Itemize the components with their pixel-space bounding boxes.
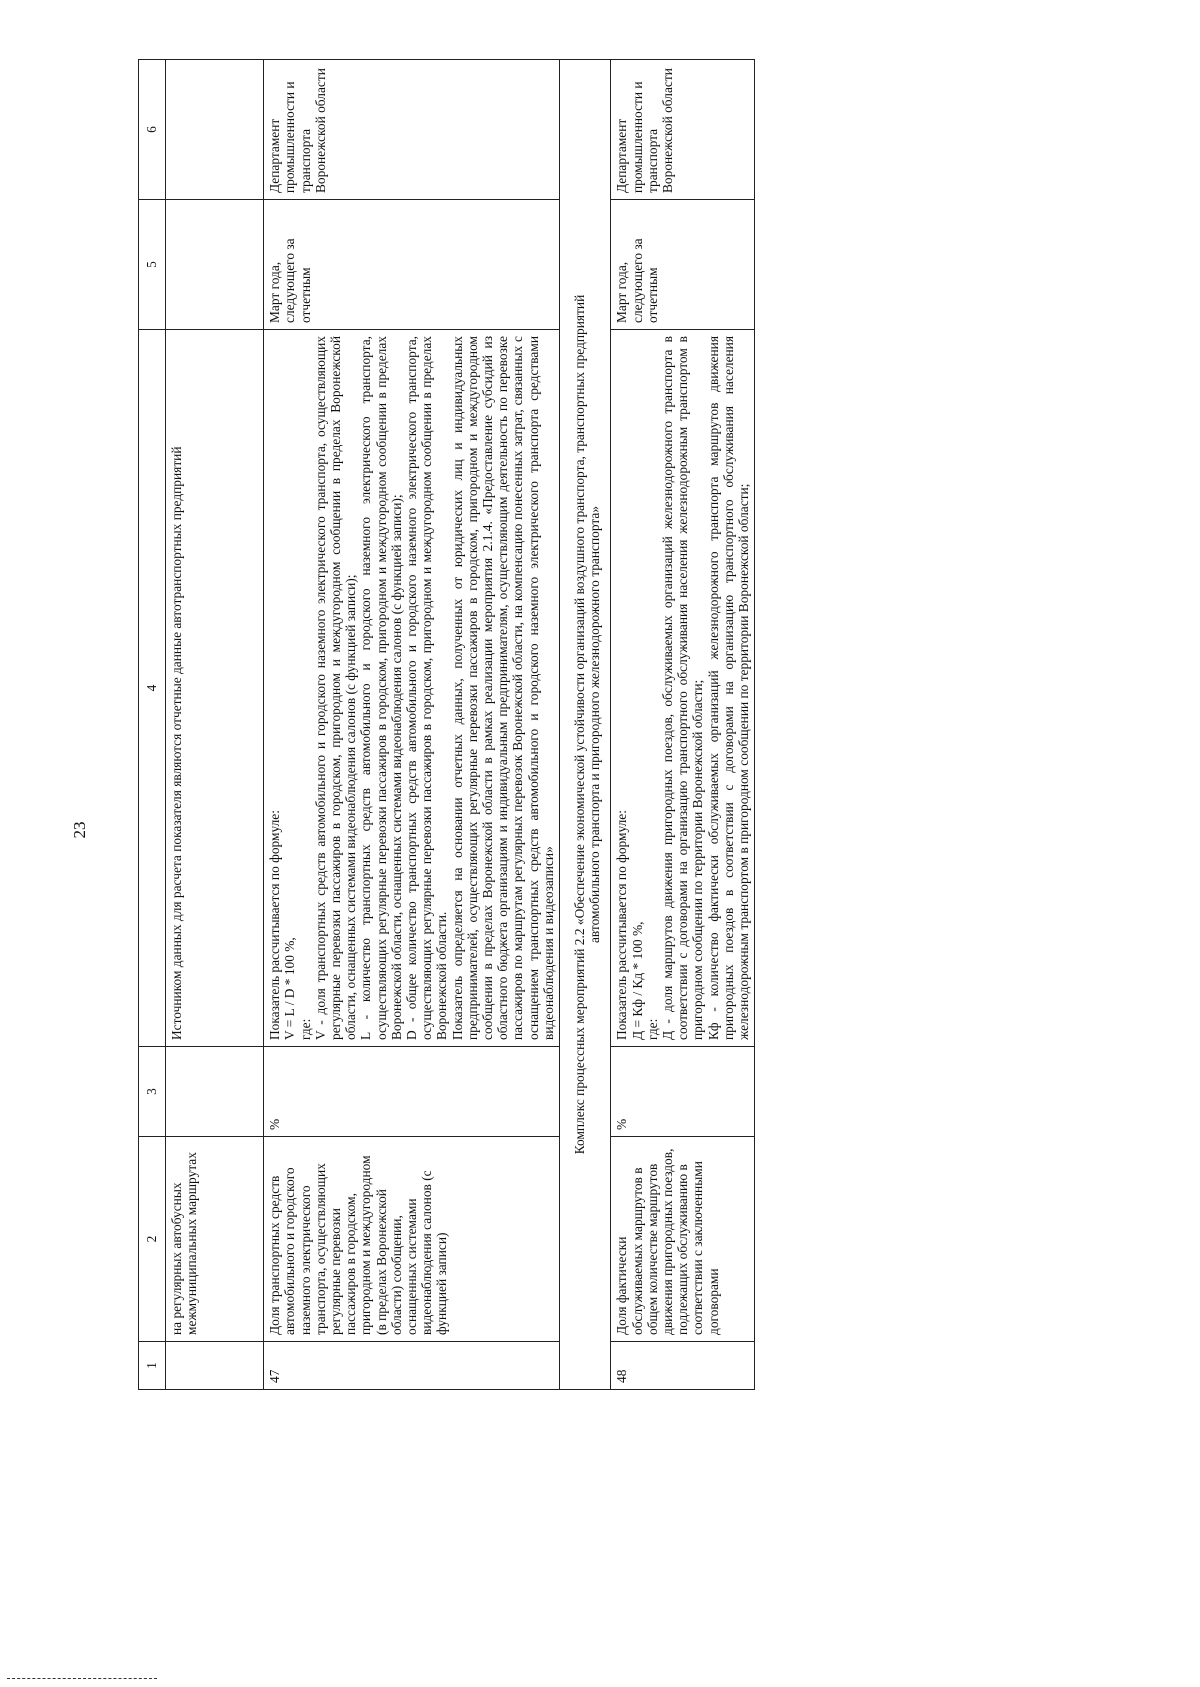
- cell-method: [264, 330, 560, 1047]
- table-row-48: [611, 60, 755, 1390]
- section-title: Комплекс процессных мероприятий 2.2 «Обеспечение экономической устойчивости организаций воздушного транспорта, транспортных предприятий автомобильного транспорта и пригородного железнодорожного транспорта»: [560, 60, 611, 1390]
- formula: Д = Кф / Кд * 100 %,: [629, 921, 645, 1040]
- rotated-table-container: [138, 60, 1200, 1390]
- cell-name: Доля фактически обслуживаемых маршрутов в общем количестве маршрутов движения пригородных поездов, подлежащих обслуживанию в соответствии с заключенными договорами: [611, 1137, 755, 1342]
- method-line: Показатель рассчитывается по формуле:: [267, 810, 283, 1040]
- cell-name: на регулярных автобусных межмуниципальных маршрутах: [166, 1137, 264, 1342]
- method-line: Кф - количество фактически обслуживаемых организаций железнодорожного транспорта маршрутов движения пригородных поездов в соответствии с договорами на организацию транспортного обслуживания населения железнодорожным транспортом в пригородном сообщении по территории Воронежской области;: [705, 336, 752, 1040]
- cell-num: 48: [611, 1342, 755, 1390]
- formula: V = L / D * 100 %,: [282, 937, 298, 1040]
- cell-method: [611, 330, 755, 1047]
- method-line: Д - доля маршрутов движения пригородных поездов, обслуживаемых организаций железнодорожного транспорта в соответствии с договорами на организацию транспортного обслуживания населения железнодорожным транспортом в пригородном сообщении по территории Воронежской области;: [660, 336, 706, 1040]
- method-line: где:: [644, 1018, 660, 1040]
- column-header: 2: [139, 1137, 166, 1342]
- cell-num: 47: [264, 1342, 560, 1390]
- cell-responsible: [166, 60, 264, 200]
- method-line: L - количество транспортных средств автомобильного и городского наземного электрического транспорта, осуществляющих регулярные перевозки пассажиров в городском, пригородном и междугородном сообщении в пределах Воронежской области, оснащенных системами видеонаблюдения салонов (с функцией записи);: [358, 336, 404, 1040]
- method-line: где:: [297, 1018, 313, 1040]
- table-row-47: [264, 60, 560, 1390]
- cell-name: Доля транспортных средств автомобильного и городского наземного электрического транспорта, осуществляющих регулярные перевозки пассажиров в городском, пригородном и междугородном (в пределах Воронежской области) сообщении, оснащенных системами видеонаблюдения салонов (с функцией записи): [264, 1137, 560, 1342]
- method-line: Показатель определяется на основании отчетных данных, полученных от юридических лиц и индивидуальных предпринимателей, осуществляющих регулярные перевозки пассажиров в городском, пригородном и междугородном сообщении в пределах Воронежской области в рамках реализации мероприятия 2.1.4. «Предоставление субсидий из областного бюджета организациям и индивидуальным предпринимателям, осуществляющим деятельность по перевозке пассажиров по маршрутам регулярных перевозок Воронежской области, на компенсацию понесенных затрат, связанных с оснащением транспортных средств автомобильного и городского наземного электрического транспорта средствами видеонаблюдения и видеозаписи»: [449, 336, 556, 1040]
- cell-unit: %: [264, 1047, 560, 1137]
- cell-responsible: Департамент промышленности и транспорта Воронежской области: [611, 60, 755, 200]
- column-header: 3: [139, 1047, 166, 1137]
- method-line: Показатель рассчитывается по формуле:: [614, 810, 630, 1040]
- cell-term: Март года, следующего за отчетным: [264, 200, 560, 330]
- cell-unit: %: [611, 1047, 755, 1137]
- method-line: V - доля транспортных средств автомобильного и городского наземного электрического транспорта, осуществляющих регулярные перевозки пассажиров в городском, пригородном и междугородном сообщении в пределах Воронежской области, оснащенных системами видеонаблюдения салонов (с функцией записи);: [312, 336, 359, 1040]
- table-row-continued: [166, 60, 264, 1390]
- indicators-table: [138, 59, 755, 1390]
- footer-divider: [7, 1678, 157, 1679]
- column-header: 5: [139, 200, 166, 330]
- column-header: 6: [139, 60, 166, 200]
- column-header: 1: [139, 1342, 166, 1390]
- section-row: [560, 60, 611, 1390]
- header-row: [139, 60, 166, 1390]
- cell-unit: [166, 1047, 264, 1137]
- cell-responsible: Департамент промышленности и транспорта Воронежской области: [264, 60, 560, 200]
- cell-term: Март года, следующего за отчетным: [611, 200, 755, 330]
- cell-method: Источником данных для расчета показателя являются отчетные данные автотранспортных предприятий: [166, 330, 264, 1047]
- method-line: D - общее количество транспортных средств автомобильного и городского наземного электрического транспорта, осуществляющих регулярные перевозки пассажиров в городском, пригородном и междугородном сообщении в пределах Воронежской области.: [404, 336, 450, 1040]
- page-number: 23: [70, 821, 89, 839]
- column-header: 4: [139, 330, 166, 1047]
- cell-num: [166, 1342, 264, 1390]
- cell-term: [166, 200, 264, 330]
